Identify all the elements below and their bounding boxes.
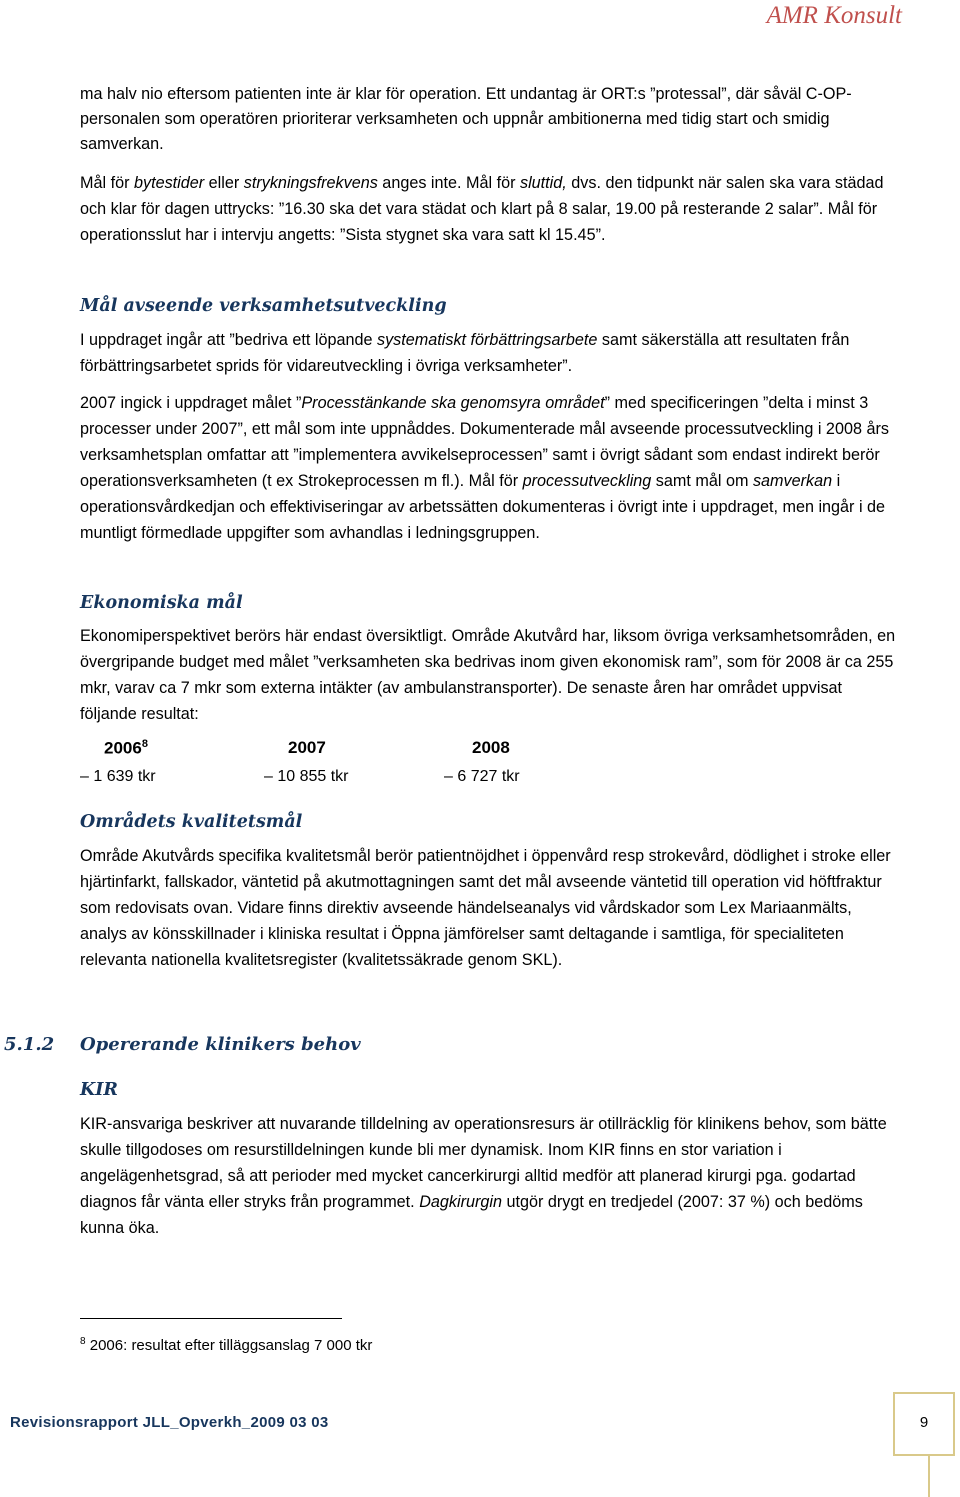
heading-ekonomiska-mal: Ekonomiska mål <box>80 593 243 613</box>
section-number: 5.1.2 <box>4 1034 55 1055</box>
section-title: Opererande klinikers behov <box>80 1034 361 1055</box>
verksamhet-paragraph-2: 2007 ingick i uppdraget målet ”Processtänkande ska genomsyra området” med specificeringen ”delta i minst 3 processer under 2007”, ett mål som inte uppnåddes. Dokumenterade mål avseende processutveckling i 2008 års verksamhetsplan omfattar att ”implementera avvikelseprocessen” samt i övrigt sådant som endast indirekt berör operationsverksamheten (t ex Strokeprocessen m fl.). Mål för processutveckling samt mål om samverkan i operationsvårdkedjan och effektiviseringar av arbetssätten dokumenteras i övrigt inte i uppdraget, men ingår i de muntligt förmedlade uppgifter som avhandlas i ledningsgruppen. <box>80 394 889 542</box>
header-brand: AMR Konsult <box>766 2 902 29</box>
footnote: $^8$ 2006: resultat efter tilläggsanslag 7 000 tkr <box>80 1336 373 1354</box>
ekonomi-paragraph: Ekonomiperspektivet berörs här endast översiktligt. Område Akutvård har, liksom övriga verksamhetsområden, en övergripande budget med målet ”verksamheten ska bedrivas inom given ekonomisk ram”, som för 2008 är ca 255 mkr, varav ca 7 mkr som externa intäkter (av ambulanstransporter). De senaste åren har området uppvisat följande resultat: <box>80 627 896 723</box>
intro-paragraph-1: ma halv nio eftersom patienten inte är klar för operation. Ett undantag är ORT:s ”protessal”, där såväl C-OP-personalen som operatören prioriterar verksamheten och uppnår ambitionerna med tidig start och smidig samverkan. <box>80 85 852 153</box>
year-2007: 2007 <box>288 738 326 757</box>
heading-kvalitetsmal: Områdets kvalitetsmål <box>80 812 303 832</box>
page-number-box-stem <box>928 1456 930 1497</box>
kir-paragraph: KIR-ansvariga beskriver att nuvarande tilldelning av operationsresurs är otillräcklig för klinikens behov, som bätte skulle tillgodoses om resurstilldelningen kunde bli mer dynamisk. Inom KIR finns en stor variation i angelägenhetsgrad, så att perioder med mycket cancerkirurgi alltid medför att planerad kirurgi pga. godartad diagnos får vänta eller stryks från programmet. Dagkirurgin utgör drygt en tredjedel (2007: 37 %) och bedöms kunna öka. <box>80 1115 887 1237</box>
footer-report-title: Revisionsrapport JLL_Opverkh_2009 03 03 <box>10 1414 329 1431</box>
page-number: 9 <box>919 1414 929 1431</box>
result-2008: – 6 727 tkr <box>444 768 520 785</box>
heading-kir: KIR <box>80 1080 118 1100</box>
intro-paragraph-2: Mål för bytestider eller strykningsfrekvens anges inte. Mål för sluttid, dvs. den tidpunkt när salen ska vara städad och klar för dagen uttrycks: ”16.30 ska det vara städat och klart på 8 salar, 19.00 på resterande 2 salar”. Mål för operationsslut har i intervju angetts: ”Sista stygnet ska vara satt kl 15.45”. <box>80 174 884 244</box>
heading-verksamhetsutveckling: Mål avseende verksamhetsutveckling <box>80 296 447 316</box>
verksamhet-paragraph-1: I uppdraget ingår att ”bedriva ett löpande systematiskt förbättringsarbete samt säkerställa att resultaten från förbättringsarbetet sprids för vidareutveckling i övriga verksamheter”. <box>80 331 850 375</box>
year-2006: 2006$^8$ <box>104 738 148 758</box>
result-2007: – 10 855 tkr <box>264 768 349 785</box>
result-2006: – 1 639 tkr <box>80 768 156 785</box>
footnote-separator <box>80 1318 342 1319</box>
kvalitet-paragraph: Område Akutvårds specifika kvalitetsmål berör patientnöjdhet i öppenvård resp strokevård, dödlighet i stroke eller hjärtinfarkt, fallskador, väntetid på akutmottagningen samt det mål avseende väntetid till operation vid höftfraktur som redovisats ovan. Vidare finns direktiv avseende händelseanalys vid vårdskador som Lex Mariaanmälts, analys av könsskillnader i kliniska resultat i Öppna jämförelser samt deltagande i samtliga, för specialiteten relevanta nationella kvalitetsregister (kvalitetssäkrade genom SKL). <box>80 847 891 969</box>
year-2008: 2008 <box>472 738 510 757</box>
